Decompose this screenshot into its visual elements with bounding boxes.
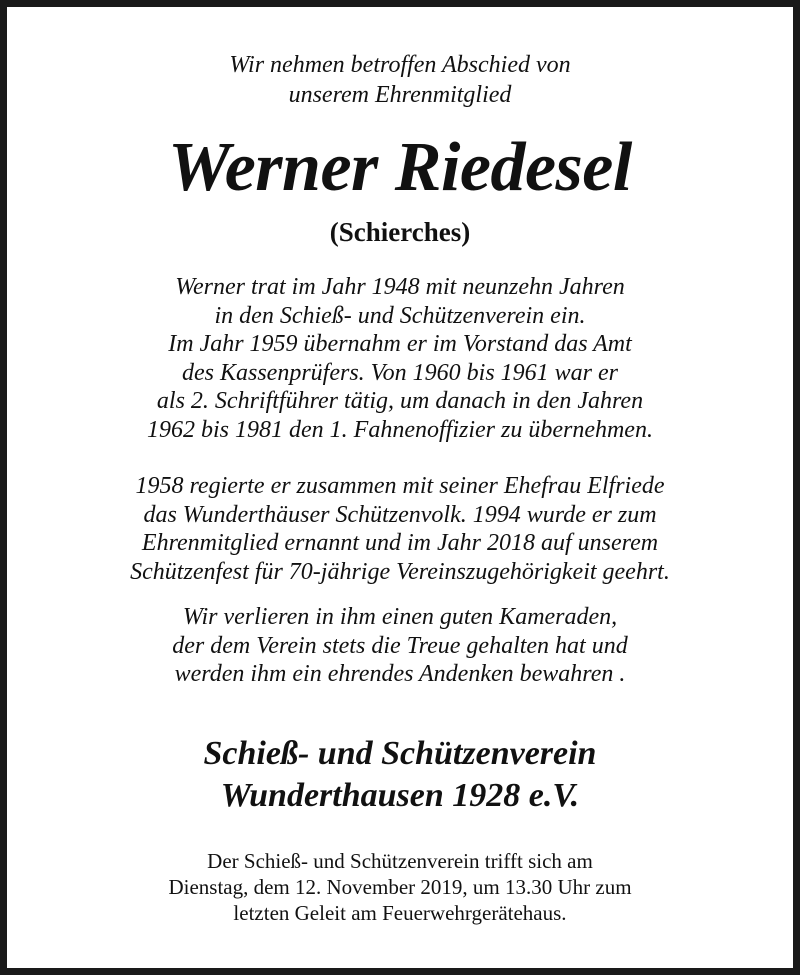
intro-line: Wir nehmen betroffen Abschied von — [229, 52, 571, 78]
paragraph-line: in den Schieß- und Schützenverein ein. — [214, 302, 586, 329]
paragraph-line: werden ihm ein ehrendes Andenken bewahren . — [174, 661, 626, 687]
notice-line: Dienstag, dem 12. November 2019, um 13.30 Uhr zum — [168, 875, 632, 899]
deceased-nickname: (Schierches) — [329, 217, 471, 247]
organization-line: Schieß- und Schützenverein — [203, 735, 597, 772]
funeral-notice — [7, 848, 793, 926]
notice-line: letzten Geleit am Feuerwehrgerätehaus. — [233, 901, 567, 925]
intro-text — [7, 50, 793, 110]
paragraph-line: Im Jahr 1959 übernahm er im Vorstand das Amt — [168, 331, 632, 357]
organization-line: Wunderthausen 1928 e.V. — [220, 777, 580, 814]
organization-name — [7, 733, 793, 817]
obituary-notice — [7, 7, 793, 968]
notice-line: Der Schieß- und Schützenverein trifft sich am — [207, 849, 593, 873]
biography-paragraph-1 — [7, 273, 793, 444]
paragraph-line: Ehrenmitglied ernannt und im Jahr 2018 auf unserem — [141, 530, 659, 556]
paragraph-line: 1962 bis 1981 den 1. Fahnenoffizier zu übernehmen. — [147, 416, 653, 443]
paragraph-line: Wir verlieren in ihm einen guten Kameraden, — [182, 604, 618, 630]
biography-paragraph-2 — [7, 472, 793, 586]
paragraph-line: 1958 regierte er zusammen mit seiner Ehefrau Elfriede — [135, 473, 665, 499]
paragraph-line: Schützenfest für 70-jährige Vereinszugehörigkeit geehrt. — [130, 558, 670, 585]
farewell-paragraph — [7, 603, 793, 689]
paragraph-line: des Kassenprüfers. Von 1960 bis 1961 war er — [181, 359, 619, 386]
paragraph-line: als 2. Schriftführer tätig, um danach in den Jahren — [156, 388, 644, 414]
paragraph-line: Werner trat im Jahr 1948 mit neunzehn Jahren — [175, 274, 625, 300]
paragraph-line: der dem Verein stets die Treue gehalten hat und — [172, 632, 628, 659]
deceased-name: Werner Riedesel — [168, 129, 632, 206]
intro-line: unserem Ehrenmitglied — [288, 82, 512, 108]
paragraph-line: das Wunderthäuser Schützenvolk. 1994 wurde er zum — [143, 501, 657, 528]
